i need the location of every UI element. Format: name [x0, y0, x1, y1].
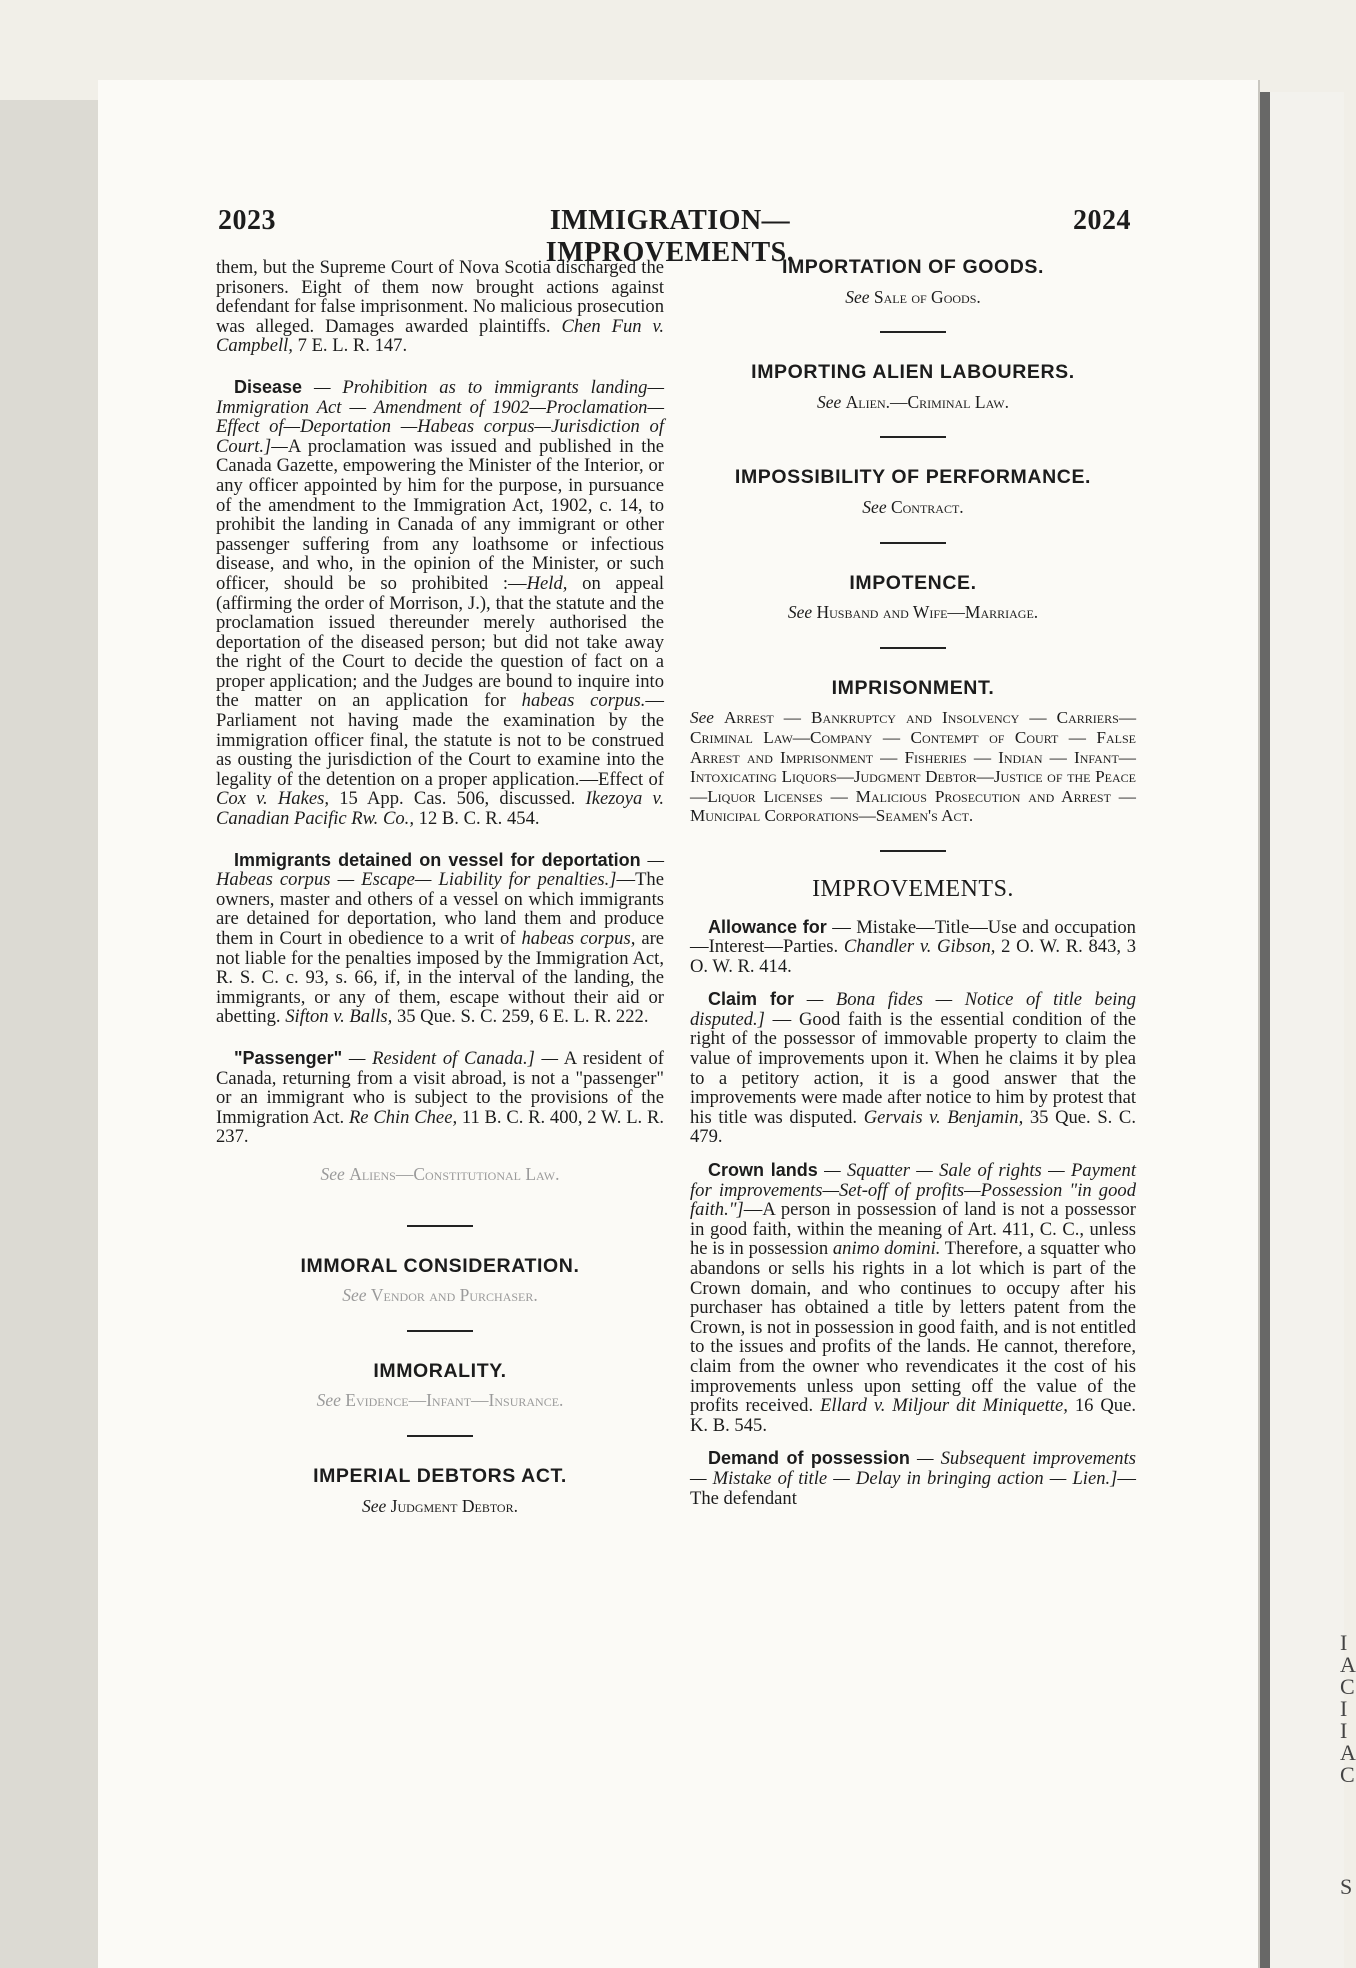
entry-heading: Immigrants detained on vessel for deportation [234, 849, 641, 870]
cross-reference-importing: See Alien.—Criminal Law. [817, 391, 1009, 412]
entry-heading: Demand of possession [708, 1448, 910, 1469]
edge-fragment: I [1340, 1696, 1348, 1721]
entry-allowance-for: Allowance for — Mistake—Title—Use and occupation—Interest—Parties. Chandler v. Gibson, 2 O. W. R. 843, 3 O. W. R. 414. [690, 916, 1137, 977]
section-rule [880, 331, 946, 333]
heading-immoral-consideration: IMMORAL CONSIDERATION. [300, 1254, 580, 1277]
section-rule [407, 1435, 473, 1437]
cross-reference-impotence: See Husband and Wife—Marriage. [787, 602, 1039, 623]
edge-fragment: C [1340, 1674, 1355, 1699]
entry-crown-lands: Crown lands — Squatter — Sale of rights — Payment for improvements—Set-off of profits—Possession "in good faith."]—A person in possession of land is not a possessor in good faith, within the meaning of Art. 411, C. C., unless he is in possession animo domini. Therefore, a squatter who abandons or sells his rights in a lot which is part of the Crown domain, and who continues to occupy after his purchaser has obtained a title by letters patent from the Crown, is not in possession in good faith, and is not entitled to the issues and profits of the lands. He cannot, therefore, claim from the owner who revendicates it the cost of his improvements unless upon setting off the value of the profits received. Ellard v. Miljour dit Miniquette, 16 Que. K. B. 545. [690, 1160, 1137, 1436]
cross-reference-immoral: See Vendor and Purchaser. [342, 1285, 538, 1306]
cross-reference-aliens: See Aliens—Constitutional Law. [320, 1163, 560, 1184]
entry-heading: Disease [234, 376, 303, 397]
entry-claim-for: Claim for — Bona fides — Notice of title being disputed.] — Good faith is the essential condition of the right of the possessor of immovable property to claim the value of improvements upon it. When he claims it by plea to a petitory action, it is a good answer that the improvements were made after notice to him by protest that his title was disputed. Gervais v. Benjamin, 35 Que. S. C. 479. [690, 989, 1136, 1148]
heading-impossibility-of-performance: IMPOSSIBILITY OF PERFORMANCE. [734, 466, 1092, 489]
heading-importing-alien-labourers: IMPORTING ALIEN LABOURERS. [751, 361, 1075, 384]
entry-disease: Disease — Prohibition as to immigrants landing—Immigration Act — Amendment of 1902—Proclamation—Effect of—Deportation —Habeas corpus—Jurisdiction of Court.]—A proclamation was issued and published in the Canada Gazette, empowering the Minister of the Interior, or any officer appointed by him for the purpose, in pursuance of the amendment to the Immigration Act, 1902, c. 14, to prohibit the landing in Canada of any immigrant or other passenger suffering from any loathsome or infectious disease, and who, in the opinion of the Minister, or such officer, should be so prohibited :—Held, on appeal (affirming the order of Morrison, J.), that the statute and the proclamation issued thereunder merely authorised the deportation of the diseased person; but did not take away the right of the Court to decide the question of fact on a proper application; and the Judges are bound to inquire into the matter on an application for habeas corpus.—Parliament not having made the examination by the immigration officer final, the statute is not to be construed as ousting the jurisdiction of the Court to examine into the legality of the detention on a proper application.—Effect of Cox v. Hakes, 15 App. Cas. 506, discussed. Ikezoya v. Canadian Pacific Rw. Co., 12 B. C. R. 454. [216, 376, 665, 830]
edge-fragment: A [1340, 1652, 1356, 1677]
entry-heading: Crown lands [708, 1160, 818, 1181]
next-page-edge [1258, 92, 1356, 1968]
scan-left-margin [0, 100, 98, 1968]
cross-reference-immorality: See Evidence—Infant—Insurance. [316, 1390, 564, 1411]
edge-fragment: I [1340, 1718, 1348, 1743]
cross-reference-imperial: See Judgment Debtor. [362, 1495, 518, 1516]
edge-fragment: S [1340, 1874, 1353, 1899]
edge-fragment: A [1340, 1740, 1356, 1765]
heading-improvements: IMPROVEMENTS. [812, 875, 1014, 902]
section-rule [880, 647, 946, 649]
right-column [690, 258, 1136, 1508]
section-rule [407, 1225, 473, 1227]
entry-passenger: "Passenger" — Resident of Canada.] — A resident of Canada, returning from a visit abroad, is not a "passenger" or an immigrant who is subject to the provisions of the Immigration Act. Re Chin Chee, 11 B. C. R. 400, 2 W. L. R. 237. [216, 1047, 665, 1148]
heading-imperial-debtors-act: IMPERIAL DEBTORS ACT. [313, 1464, 567, 1487]
section-rule [880, 850, 946, 852]
left-page-number: 2023 [218, 205, 276, 236]
cross-reference-impossibility: See Contract. [862, 496, 964, 517]
cross-reference-importation: See Sale of Goods. [845, 286, 981, 307]
right-page-number: 2024 [1073, 205, 1131, 236]
heading-imprisonment: IMPRISONMENT. [831, 676, 995, 699]
edge-fragment: I [1340, 1630, 1348, 1655]
book-gutter [1258, 92, 1270, 1968]
section-rule [407, 1330, 473, 1332]
section-rule [880, 542, 946, 544]
section-rule [880, 436, 946, 438]
edge-fragment: C [1340, 1762, 1355, 1787]
entry-heading: "Passenger" [234, 1047, 343, 1068]
heading-impotence: IMPOTENCE. [849, 571, 977, 594]
cross-reference-imprisonment: See Arrest — Bankruptcy and Insolvency — Carriers—Criminal Law—Company — Contempt of Court — False Arrest and Imprisonment — Fisheries — Indian — Infant—Intoxicating Liquors—Judgment Debtor—Justice of the Peace—Liquor Licenses — Malicious Prosecution and Arrest — Municipal Corporations—Seamen's Act. [690, 708, 1137, 826]
entry-immigrants-detained: Immigrants detained on vessel for deportation — Habeas corpus — Escape— Liability for penalties.]—The owners, master and others of a vessel on which immigrants are detained for deportation, who land them and produce them in Court in obedience to a writ of habeas corpus, are not liable for the penalties imposed by the Immigration Act, R. S. C. c. 93, s. 66, if, in the interval of the landing, the immigrants, or any of them, escape without their aid or abetting. Sifton v. Balls, 35 Que. S. C. 259, 6 E. L. R. 222. [216, 849, 665, 1028]
running-head: IMMIGRATION—IMPROVEMENTS. [545, 205, 795, 268]
left-column [216, 258, 664, 1516]
continued-paragraph: them, but the Supreme Court of Nova Scotia discharged the prisoners. Eight of them now brought actions against defendant for false imprisonment. No malicious prosecution was alleged. Damages awarded plaintiffs. Chen Fun v. Campbell, 7 E. L. R. 147. [216, 257, 664, 357]
entry-demand-of-possession: Demand of possession — Subsequent improvements — Mistake of title — Delay in bringing action — Lien.]—The defendant [690, 1448, 1136, 1509]
heading-immorality: IMMORALITY. [373, 1359, 507, 1382]
entry-heading: Claim for [708, 989, 795, 1010]
entry-heading: Allowance for [708, 916, 827, 937]
heading-importation-of-goods: IMPORTATION OF GOODS. [781, 256, 1045, 278]
